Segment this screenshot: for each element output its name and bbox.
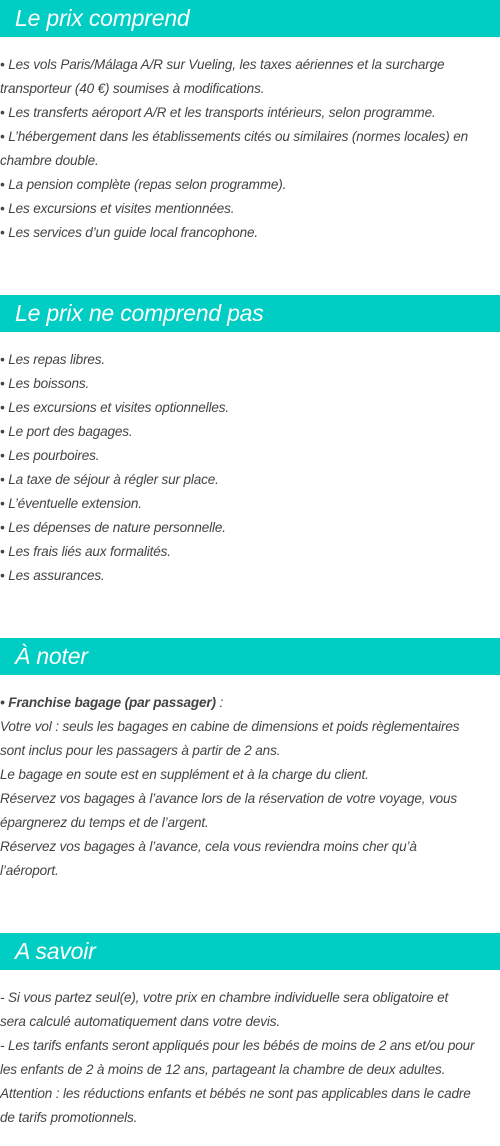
section-title: Le prix ne comprend pas [15, 300, 264, 326]
list-item: • Les frais liés aux formalités. [0, 544, 171, 559]
section-body [0, 348, 500, 588]
section-body [0, 691, 500, 883]
list-item: • Les services d’un guide local francophone. [0, 225, 258, 240]
list-item: • Les boissons. [0, 376, 90, 391]
paragraph-line: - Si vous partez seul(e), votre prix en chambre individuelle sera obligatoire et [0, 990, 449, 1005]
baggage-heading [0, 691, 500, 715]
list-item: • Les excursions et visites optionnelles. [0, 400, 230, 415]
list-item: • Les transferts aéroport A/R et les transports intérieurs, selon programme. [0, 105, 436, 120]
section-header [0, 0, 500, 37]
list-item: • L’éventuelle extension. [0, 496, 142, 511]
list-item: • L’hébergement dans les établissements cités ou similaires (normes locales) en [0, 129, 469, 144]
section-included [0, 0, 500, 245]
paragraph-line: épargnerez du temps et de l’argent. [0, 815, 209, 830]
section-title: Le prix comprend [15, 5, 190, 31]
section-title: A savoir [15, 938, 96, 964]
list-item: • La pension complète (repas selon programme). [0, 177, 287, 192]
section-body [0, 53, 500, 245]
paragraph-line: sont inclus pour les passagers à partir de 2 ans. [0, 743, 281, 758]
paragraph-line: Attention : les réductions enfants et bébés ne sont pas applicables dans le cadre [0, 1086, 471, 1101]
baggage-heading-colon: : [215, 695, 224, 710]
list-item: transporteur (40 €) soumises à modifications. [0, 81, 265, 96]
paragraph-line: Réservez vos bagages à l’avance, cela vous reviendra moins cher qu’à [0, 839, 417, 854]
list-item: • Les repas libres. [0, 352, 106, 367]
paragraph-line: - Les tarifs enfants seront appliqués pour les bébés de moins de 2 ans et/ou pour [0, 1038, 475, 1053]
paragraph-line: les enfants de 2 à moins de 12 ans, partageant la chambre de deux adultes. [0, 1062, 446, 1077]
paragraph-line: Votre vol : seuls les bagages en cabine de dimensions et poids règlementaires [0, 719, 460, 734]
list-item: chambre double. [0, 153, 99, 168]
section-header [0, 295, 500, 332]
list-item: • Les dépenses de nature personnelle. [0, 520, 226, 535]
section-body [0, 986, 500, 1130]
paragraph-line: l’aéroport. [0, 863, 59, 878]
paragraph-line: Le bagage en soute est en supplément et à la charge du client. [0, 767, 369, 782]
paragraph-line: de tarifs promotionnels. [0, 1110, 138, 1125]
paragraph-line: Réservez vos bagages à l’avance lors de la réservation de votre voyage, vous [0, 791, 457, 806]
paragraph-line: sera calculé automatiquement dans votre devis. [0, 1014, 280, 1029]
baggage-heading-label: • Franchise bagage (par passager) [0, 695, 216, 710]
list-item: • La taxe de séjour à régler sur place. [0, 472, 219, 487]
list-item: • Les pourboires. [0, 448, 100, 463]
list-item: • Les vols Paris/Málaga A/R sur Vueling, les taxes aériennes et la surcharge [0, 57, 445, 72]
section-header [0, 933, 500, 970]
section-title: À noter [15, 643, 88, 669]
section-header [0, 638, 500, 675]
section-not-included [0, 295, 500, 588]
section-note [0, 638, 500, 883]
list-item: • Le port des bagages. [0, 424, 133, 439]
list-item: • Les excursions et visites mentionnées. [0, 201, 235, 216]
list-item: • Les assurances. [0, 568, 105, 583]
section-good-to-know [0, 933, 500, 1130]
